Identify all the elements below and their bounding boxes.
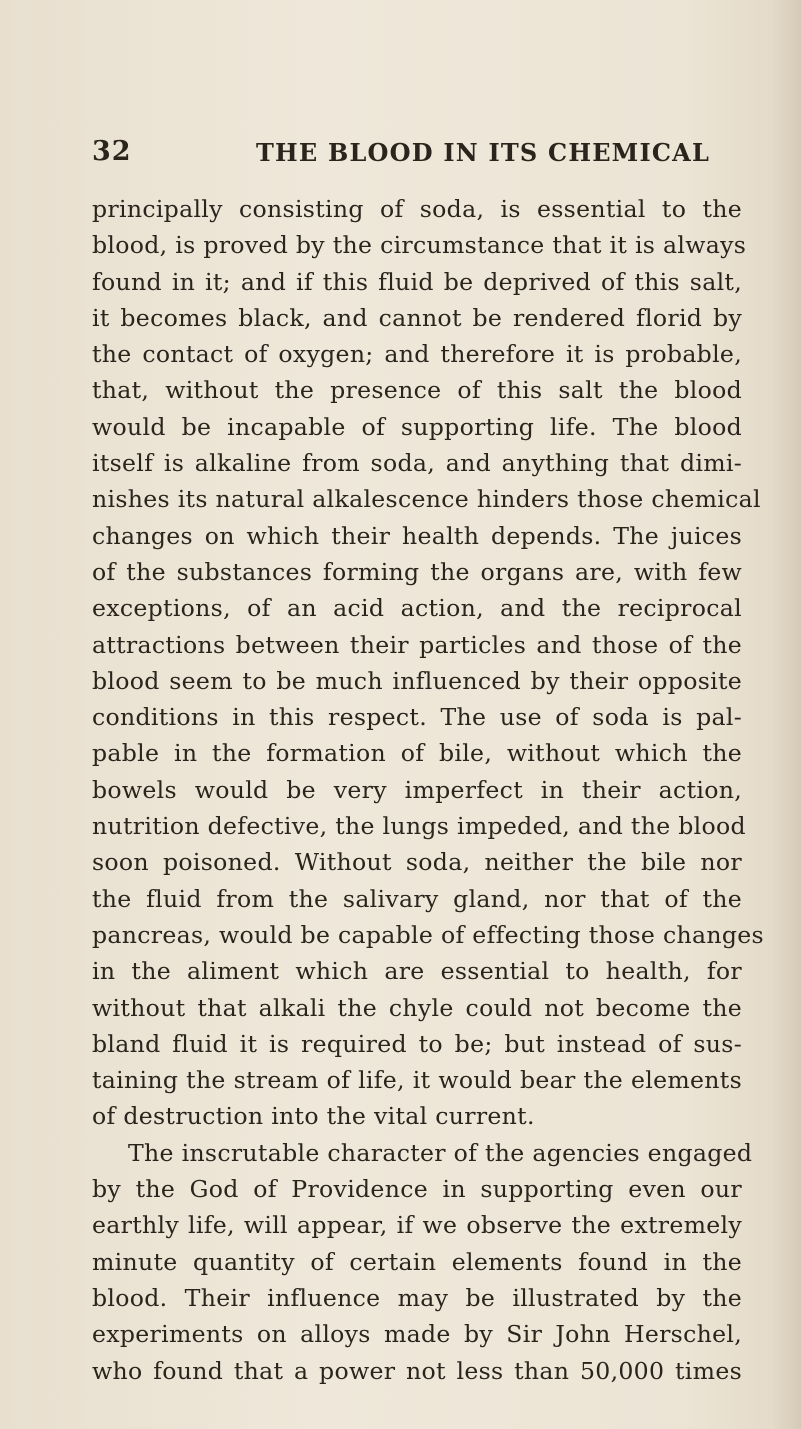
body-text	[92, 191, 764, 1389]
text-line: nishes its natural alkalescence hinders those chemical	[92, 485, 761, 514]
text-line: who found that a power not less than 50,000 times	[92, 1356, 742, 1385]
text-line: the fluid from the salivary gland, nor that of the	[92, 884, 742, 913]
text-line: exceptions, of an acid action, and the reciprocal	[92, 594, 742, 623]
page-header	[92, 136, 742, 176]
text-line: it becomes black, and cannot be rendered florid by	[92, 303, 742, 332]
text-line: changes on which their health depends. The juices	[92, 521, 742, 550]
text-line: blood seem to be much influenced by their opposite	[92, 666, 742, 695]
text-line: blood, is proved by the circumstance that it is always	[92, 231, 747, 260]
text-line: earthly life, will appear, if we observe the extremely	[92, 1211, 742, 1240]
page-number: 32	[92, 136, 132, 167]
text-line: by the God of Providence in supporting even our	[92, 1175, 742, 1204]
text-line: in the aliment which are essential to health, for	[92, 957, 742, 986]
text-line: itself is alkaline from soda, and anything that dimi-	[92, 449, 742, 478]
text-line: minute quantity of certain elements found in the	[92, 1247, 742, 1276]
text-line: attractions between their particles and those of the	[92, 630, 742, 659]
text-line: pable in the formation of bile, without which the	[92, 739, 742, 768]
text-line: of the substances forming the organs are, with few	[92, 557, 742, 586]
text-line-paragraph-start: The inscrutable character of the agencies engaged	[128, 1138, 753, 1167]
text-line: without that alkali the chyle could not become the	[92, 993, 742, 1022]
text-line: experiments on alloys made by Sir John Herschel,	[92, 1320, 742, 1349]
text-line: the contact of oxygen; and therefore it is probable,	[92, 340, 742, 369]
text-line: bowels would be very imperfect in their action,	[92, 775, 742, 804]
text-line: principally consisting of soda, is essential to the	[92, 195, 742, 223]
text-line-paragraph-end: of destruction into the vital current.	[92, 1102, 535, 1131]
running-head: THE BLOOD IN ITS CHEMICAL	[256, 138, 711, 167]
text-line: soon poisoned. Without soda, neither the bile nor	[92, 848, 742, 877]
text-line: that, without the presence of this salt the blood	[92, 376, 742, 405]
text-line: bland fluid it is required to be; but instead of sus-	[92, 1029, 742, 1058]
text-line: blood. Their influence may be illustrated by the	[92, 1283, 742, 1312]
text-line: found in it; and if this fluid be deprived of this salt,	[92, 267, 742, 296]
text-line: conditions in this respect. The use of soda is pal-	[92, 703, 742, 732]
text-line: taining the stream of life, it would bear the elements	[92, 1066, 742, 1095]
text-line: pancreas, would be capable of effecting those changes	[92, 920, 764, 949]
text-line: nutrition defective, the lungs impeded, and the blood	[92, 812, 746, 841]
text-line: would be incapable of supporting life. The blood	[92, 412, 742, 441]
